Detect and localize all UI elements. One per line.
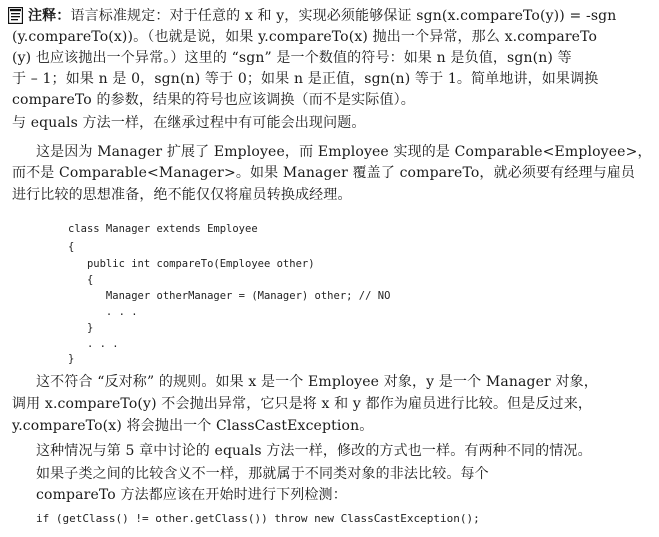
code-line-3: public int compareTo(Employee other) [68,258,315,270]
paragraph-2-line-3: y.compareTo(x) 将会抛出一个 ClassCastException。 [12,418,374,434]
paragraph-2-line-1: 这不符合 “反对称” 的规则。如果 x 是一个 Employee 对象，y 是一个 Manager 对象， [36,374,598,390]
paragraph-1-line-1: 这是因为 Manager 扩展了 Employee，而 Employee 实现的是 Comparable<Employee>， [36,144,652,160]
equals-line: 与 equals 方法一样，在继承过程中有可能会出现问题。 [12,115,366,131]
note-text: 语言标准规定：对于任意的 x 和 y，实现必须能够保证 sgn(x.compareTo(y)) = -sgn [70,8,617,24]
note-line-5: compareTo 的参数，结果的符号也应该调换（而不是实际值）。 [12,92,415,108]
note-line-1 [28,6,616,26]
paragraph-2-line-2: 调用 x.compareTo(y) 不会抛出异常，它只是将 x 和 y 都作为雇员进行比较。但是反过来， [12,396,592,412]
code-line-7: } [68,322,94,334]
note-line-4: 于 – 1；如果 n 是 0，sgn(n) 等于 0；如果 n 是正值，sgn(n) 等于 1。简单地讲，如果调换 [12,71,599,87]
code-line-5: Manager otherManager = (Manager) other; // NO [68,290,391,302]
paragraph-1-line-3: 进行比较的思想准备，绝不能仅仅将雇员转换成经理。 [12,187,352,203]
code-check-line: if (getClass() != other.getClass()) throw new ClassCastException(); [36,512,480,525]
code-line-1: class Manager extends Employee [68,223,258,235]
paragraph-3: 这种情况与第 5 章中讨论的 equals 方法一样，修改的方式也一样。有两种不同的情况。 [36,443,592,459]
note-line-2: (y.compareTo(x))。（也就是说，如果 y.compareTo(x) 抛出一个异常，那么 x.compareTo [12,29,598,45]
code-line-2: { [68,241,75,253]
code-line-4: { [68,274,94,286]
note-line-3: (y) 也应该抛出一个异常。）这里的 “sgn” 是一个数值的符号：如果 n 是负值，sgn(n) 等 [12,50,572,66]
paragraph-4-line-1: 如果子类之间的比较含义不一样，那就属于不同类对象的非法比较。每个 [36,466,489,482]
code-line-9: } [68,353,75,365]
code-line-6: . . . [68,306,138,318]
code-line-8: . . . [68,338,119,350]
note-label: 注释： [28,8,71,24]
paragraph-1-line-2: 而不是 Comparable<Manager>。如果 Manager 覆盖了 compareTo，就必须要有经理与雇员 [12,165,636,181]
note-icon [8,7,23,24]
paragraph-4-line-2: compareTo 方法都应该在开始时进行下列检测： [36,487,347,503]
